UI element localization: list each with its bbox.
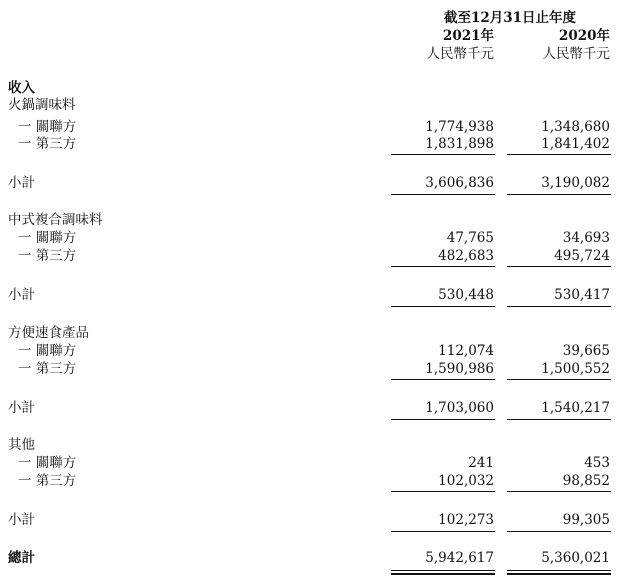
subtotal-label: 小計	[8, 175, 35, 191]
rule	[507, 306, 611, 307]
total-2020: 5,360,021	[541, 550, 610, 566]
row-label-related: 一 關聯方	[18, 343, 77, 359]
double-rule-top	[391, 570, 495, 571]
col-2021-year: 2021年	[442, 28, 494, 44]
total-label: 總計	[8, 550, 35, 566]
rule	[507, 419, 611, 420]
rule	[391, 419, 495, 420]
subtotal-label: 小計	[8, 400, 35, 416]
value-2020: 1,348,680	[541, 119, 610, 135]
value-2020: 453	[584, 455, 610, 471]
value-2021: 1,590,986	[425, 361, 494, 377]
subtotal-2021: 3,606,836	[425, 175, 494, 191]
section-title: 其他	[8, 437, 35, 453]
rule	[391, 194, 495, 195]
double-rule-top	[507, 570, 611, 571]
value-2020: 1,841,402	[541, 136, 610, 152]
rule	[391, 379, 495, 380]
row-label-third-party: 一 第三方	[18, 136, 77, 152]
row-label-related: 一 關聯方	[18, 455, 77, 471]
col-2020-year: 2020年	[558, 28, 610, 44]
value-2021: 1,831,898	[425, 136, 494, 152]
rule	[507, 491, 611, 492]
value-2021: 482,683	[438, 248, 494, 264]
rule	[507, 531, 611, 532]
subtotal-2021: 102,273	[438, 512, 494, 528]
total-2021: 5,942,617	[425, 550, 494, 566]
value-2020: 98,852	[562, 473, 610, 489]
value-2020: 495,724	[554, 248, 610, 264]
rule	[391, 531, 495, 532]
rule	[507, 379, 611, 380]
revenue-title: 收入	[8, 80, 35, 96]
subtotal-2020: 99,305	[562, 512, 610, 528]
value-2021: 102,032	[438, 473, 494, 489]
subtotal-2020: 1,540,217	[541, 400, 610, 416]
col-2020-unit: 人民幣千元	[542, 46, 610, 62]
rule	[507, 194, 611, 195]
subtotal-2021: 1,703,060	[425, 400, 494, 416]
row-label-third-party: 一 第三方	[18, 473, 77, 489]
subtotal-label: 小計	[8, 512, 35, 528]
subtotal-2021: 530,448	[438, 287, 494, 303]
rule	[391, 306, 495, 307]
value-2021: 112,074	[438, 343, 494, 359]
double-rule-bottom	[507, 573, 611, 575]
rule	[391, 491, 495, 492]
col-2021-unit: 人民幣千元	[426, 46, 494, 62]
period-header: 截至12月31日止年度	[443, 10, 577, 26]
row-label-related: 一 關聯方	[18, 230, 77, 246]
double-rule-bottom	[391, 573, 495, 575]
row-label-third-party: 一 第三方	[18, 248, 77, 264]
row-label-third-party: 一 第三方	[18, 361, 77, 377]
value-2021: 1,774,938	[425, 119, 494, 135]
section-title: 方便速食產品	[8, 325, 89, 341]
subtotal-label: 小計	[8, 287, 35, 303]
rule	[507, 154, 611, 155]
value-2021: 241	[468, 455, 494, 471]
subtotal-2020: 530,417	[554, 287, 610, 303]
rule	[391, 154, 495, 155]
row-label-related: 一 關聯方	[18, 119, 77, 135]
value-2020: 39,665	[562, 343, 610, 359]
subtotal-2020: 3,190,082	[541, 175, 610, 191]
value-2020: 1,500,552	[541, 361, 610, 377]
rule	[507, 266, 611, 267]
rule	[391, 266, 495, 267]
section-title: 中式複合調味料	[8, 212, 103, 228]
value-2020: 34,693	[562, 230, 610, 246]
section-title: 火鍋調味料	[8, 97, 76, 113]
value-2021: 47,765	[446, 230, 494, 246]
